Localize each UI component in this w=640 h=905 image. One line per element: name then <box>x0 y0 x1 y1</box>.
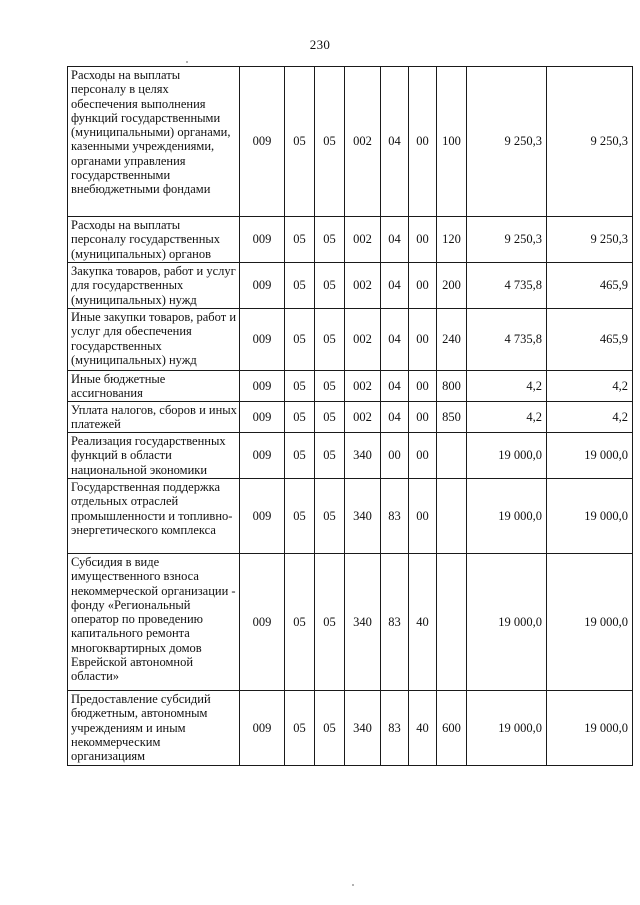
expense-type-cell: 120 <box>437 217 467 263</box>
target-code-part-1-cell: 340 <box>345 479 381 554</box>
amount-cell: 9 250,3 <box>547 67 633 217</box>
amount-cell: 9 250,3 <box>547 217 633 263</box>
section-code-cell: 05 <box>285 554 315 691</box>
amount-cell: 4,2 <box>467 402 547 433</box>
ministry-code-cell: 009 <box>240 433 285 479</box>
ministry-code-cell: 009 <box>240 691 285 766</box>
table-row <box>68 263 633 309</box>
target-code-part-3-cell: 40 <box>409 554 437 691</box>
subsection-code-cell: 05 <box>315 309 345 371</box>
subsection-code-cell: 05 <box>315 263 345 309</box>
ministry-code-cell: 009 <box>240 217 285 263</box>
target-code-part-1-cell: 340 <box>345 433 381 479</box>
target-code-part-1-cell: 002 <box>345 402 381 433</box>
expense-type-cell: 850 <box>437 402 467 433</box>
scan-speck <box>186 61 188 63</box>
target-code-part-2-cell: 04 <box>381 309 409 371</box>
target-code-part-2-cell: 04 <box>381 67 409 217</box>
expense-type-cell: 100 <box>437 67 467 217</box>
ministry-code-cell: 009 <box>240 263 285 309</box>
table-row <box>68 479 633 554</box>
target-code-part-3-cell: 00 <box>409 263 437 309</box>
target-code-part-3-cell: 00 <box>409 309 437 371</box>
subsection-code-cell: 05 <box>315 217 345 263</box>
subsection-code-cell: 05 <box>315 691 345 766</box>
section-code-cell: 05 <box>285 217 315 263</box>
expense-name-cell: Иные закупки товаров, работ и услуг для обеспечения государственных (муниципальных) нужд <box>68 309 240 371</box>
target-code-part-3-cell: 00 <box>409 433 437 479</box>
section-code-cell: 05 <box>285 479 315 554</box>
amount-cell: 19 000,0 <box>467 479 547 554</box>
section-code-cell: 05 <box>285 371 315 402</box>
expense-name-cell: Субсидия в виде имущественного взноса некоммерческой организации - фонду «Региональный оператор по проведению капитального ремонта многоквартирных домов Еврейской автономной области» <box>68 554 240 691</box>
target-code-part-3-cell: 40 <box>409 691 437 766</box>
subsection-code-cell: 05 <box>315 371 345 402</box>
table-row <box>68 554 633 691</box>
section-code-cell: 05 <box>285 263 315 309</box>
table-row <box>68 402 633 433</box>
amount-cell: 9 250,3 <box>467 67 547 217</box>
target-code-part-1-cell: 002 <box>345 67 381 217</box>
expense-name-cell: Предоставление субсидий бюджетным, автономным учреждениям и иным некоммерческим организациям <box>68 691 240 766</box>
expense-type-cell: 240 <box>437 309 467 371</box>
target-code-part-2-cell: 04 <box>381 402 409 433</box>
amount-cell: 19 000,0 <box>467 554 547 691</box>
expense-name-cell: Уплата налогов, сборов и иных платежей <box>68 402 240 433</box>
target-code-part-1-cell: 340 <box>345 554 381 691</box>
target-code-part-1-cell: 002 <box>345 217 381 263</box>
table-row <box>68 309 633 371</box>
amount-cell: 4,2 <box>547 371 633 402</box>
ministry-code-cell: 009 <box>240 554 285 691</box>
section-code-cell: 05 <box>285 433 315 479</box>
subsection-code-cell: 05 <box>315 433 345 479</box>
target-code-part-2-cell: 83 <box>381 554 409 691</box>
subsection-code-cell: 05 <box>315 479 345 554</box>
expense-type-cell: 600 <box>437 691 467 766</box>
expense-name-cell: Государственная поддержка отдельных отраслей промышленности и топливно-энергетического комплекса <box>68 479 240 554</box>
target-code-part-2-cell: 00 <box>381 433 409 479</box>
expense-name-cell: Реализация государственных функций в области национальной экономики <box>68 433 240 479</box>
target-code-part-1-cell: 002 <box>345 309 381 371</box>
amount-cell: 19 000,0 <box>467 691 547 766</box>
amount-cell: 19 000,0 <box>547 433 633 479</box>
ministry-code-cell: 009 <box>240 402 285 433</box>
subsection-code-cell: 05 <box>315 67 345 217</box>
ministry-code-cell: 009 <box>240 67 285 217</box>
subsection-code-cell: 05 <box>315 402 345 433</box>
expense-name-cell: Иные бюджетные ассигнования <box>68 371 240 402</box>
expense-type-cell <box>437 433 467 479</box>
target-code-part-1-cell: 002 <box>345 371 381 402</box>
expense-name-cell: Закупка товаров, работ и услуг для государственных (муниципальных) нужд <box>68 263 240 309</box>
section-code-cell: 05 <box>285 691 315 766</box>
target-code-part-2-cell: 83 <box>381 479 409 554</box>
expense-name-cell: Расходы на выплаты персоналу в целях обеспечения выполнения функций государственными (муниципальными) органами, казенными учреждениями, органами управления государственными внебюджетными фондами <box>68 67 240 217</box>
target-code-part-3-cell: 00 <box>409 402 437 433</box>
amount-cell: 19 000,0 <box>547 554 633 691</box>
scan-speck <box>352 884 354 886</box>
target-code-part-2-cell: 04 <box>381 263 409 309</box>
target-code-part-1-cell: 002 <box>345 263 381 309</box>
amount-cell: 9 250,3 <box>467 217 547 263</box>
amount-cell: 465,9 <box>547 309 633 371</box>
amount-cell: 4 735,8 <box>467 309 547 371</box>
amount-cell: 19 000,0 <box>547 479 633 554</box>
target-code-part-2-cell: 04 <box>381 371 409 402</box>
target-code-part-2-cell: 04 <box>381 217 409 263</box>
table-row <box>68 217 633 263</box>
amount-cell: 4 735,8 <box>467 263 547 309</box>
amount-cell: 4,2 <box>467 371 547 402</box>
budget-table <box>67 66 633 766</box>
table-row <box>68 691 633 766</box>
expense-type-cell <box>437 554 467 691</box>
table-row <box>68 433 633 479</box>
amount-cell: 4,2 <box>547 402 633 433</box>
subsection-code-cell: 05 <box>315 554 345 691</box>
ministry-code-cell: 009 <box>240 479 285 554</box>
target-code-part-3-cell: 00 <box>409 479 437 554</box>
amount-cell: 19 000,0 <box>467 433 547 479</box>
expense-name-cell: Расходы на выплаты персоналу государственных (муниципальных) органов <box>68 217 240 263</box>
section-code-cell: 05 <box>285 309 315 371</box>
target-code-part-1-cell: 340 <box>345 691 381 766</box>
target-code-part-3-cell: 00 <box>409 217 437 263</box>
table-body <box>68 67 633 766</box>
table-row <box>68 67 633 217</box>
target-code-part-2-cell: 83 <box>381 691 409 766</box>
target-code-part-3-cell: 00 <box>409 67 437 217</box>
page-number: 230 <box>309 37 331 52</box>
ministry-code-cell: 009 <box>240 371 285 402</box>
amount-cell: 19 000,0 <box>547 691 633 766</box>
ministry-code-cell: 009 <box>240 309 285 371</box>
expense-type-cell <box>437 479 467 554</box>
table-row <box>68 371 633 402</box>
expense-type-cell: 800 <box>437 371 467 402</box>
section-code-cell: 05 <box>285 402 315 433</box>
expense-type-cell: 200 <box>437 263 467 309</box>
section-code-cell: 05 <box>285 67 315 217</box>
target-code-part-3-cell: 00 <box>409 371 437 402</box>
amount-cell: 465,9 <box>547 263 633 309</box>
